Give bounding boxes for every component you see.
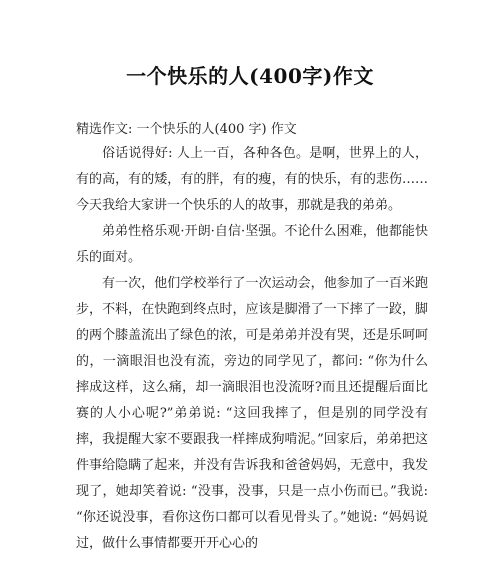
paragraph-personality: 弟弟性格乐观·开朗·自信·坚强。不论什么困难，他都能快乐的面对。 [76, 224, 428, 265]
document-title: 一个快乐的人(400字)作文 [126, 64, 374, 88]
paragraph-intro: 俗话说得好: 人上一百，各种各色。是啊，世界上的人，有的高，有的矮，有的胖，有的瘦，有的快乐，有的悲伤……今天我给大家讲一个快乐的人的故事，那就是我的弟弟。 [76, 146, 428, 213]
document-subtitle: 精选作文: 一个快乐的人(400 字) 作文 [76, 122, 297, 137]
paragraph-sports-meet: 有一次，他们学校举行了一次运动会，他参加了一百米跑步，不料，在快跑到终点时，应该是脚滑了一下摔了一跤，脚的两个膝盖流出了绿色的浓，可是弟弟并没有哭，还是乐呵呵的，一滴眼泪也没有流，旁边的同学见了，都问: “你为什么摔成这样，这么痛，却一滴眼泪也没流呀?而且还提醒后面比赛的人小心呢?”弟弟说: “这回我摔了，但是别的同学没有摔，我提醒大家不要跟我一样摔成狗啃泥。”回家后，弟弟把这件事给隐瞒了起来，并没有告诉我和爸爸妈妈，无意中，我发现了，她却笑着说: “没事，没事，只是一点小伤而已。”我说: “你还说没事，看你这伤口都可以看见骨头了。”她说: “妈妈说过，做什么事情都要开开心心的 [76, 276, 428, 551]
document-body [76, 141, 428, 557]
